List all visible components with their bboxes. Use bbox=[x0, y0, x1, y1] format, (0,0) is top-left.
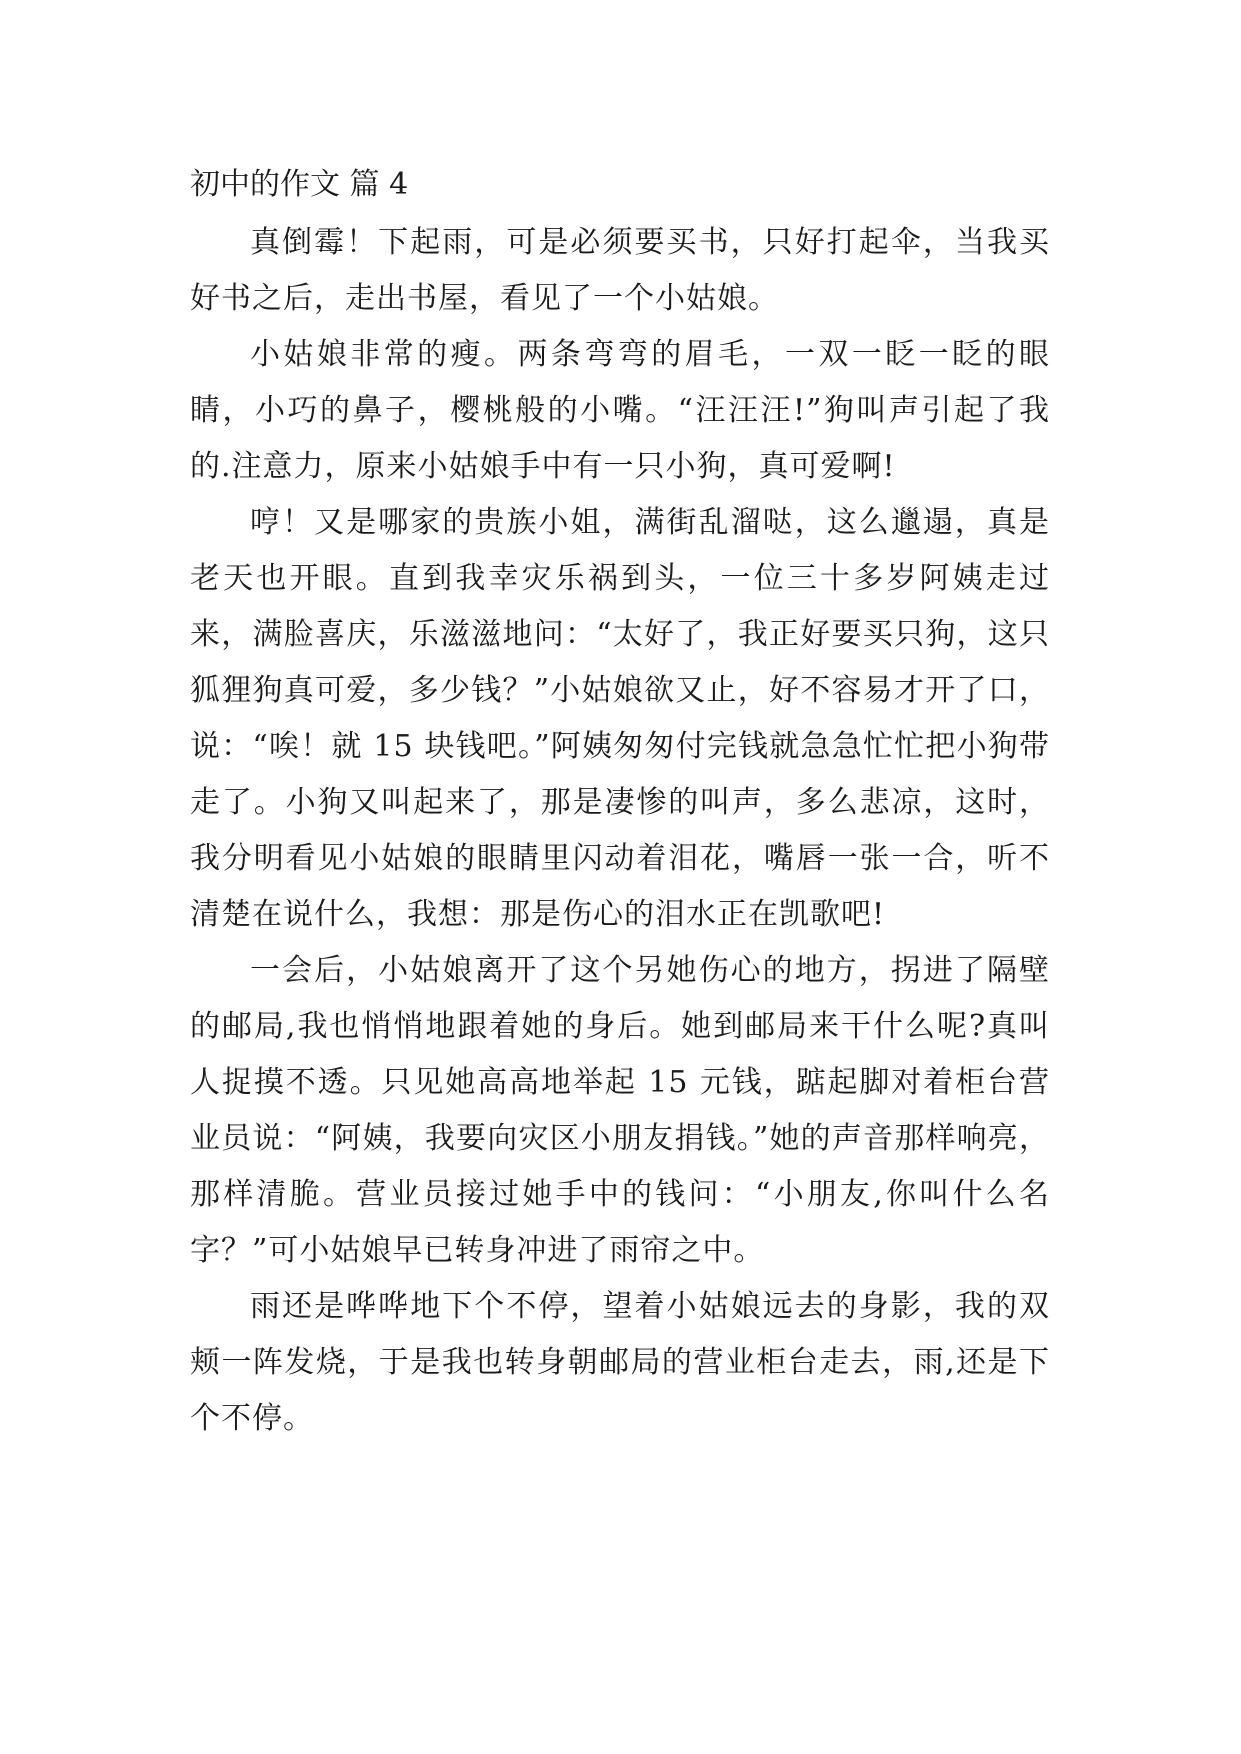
paragraph-1: 真倒霉！下起雨，可是必须要买书，只好打起伞，当我买好书之后，走出书屋，看见了一个小姑娘。 bbox=[190, 225, 1050, 316]
paragraph-3: 哼！又是哪家的贵族小姐，满街乱溜哒，这么邋遢，真是老天也开眼。直到我幸灾乐祸到头，一位三十多岁阿姨走过来，满脸喜庆，乐滋滋地问：“太好了，我正好要买只狗，这只狐狸狗真可爱，多少钱？”小姑娘欲又止，好不容易才开了口，说：“唉！就 15 块钱吧。”阿姨匆匆付完钱就急急忙忙把小狗带走了。小狗又叫起来了，那是凄惨的叫声，多么悲凉，这时，我分明看见小姑娘的眼睛里闪动着泪花，嘴唇一张一合，听不清楚在说什么，我想：那是伤心的泪水正在凯歌吧! bbox=[190, 505, 1050, 932]
paragraph-4: 一会后，小姑娘离开了这个另她伤心的地方，拐进了隔壁的邮局,我也悄悄地跟着她的身后。她到邮局来干什么呢?真叫人捉摸不透。只见她高高地举起 15 元钱，踮起脚对着柜台营业员说：“阿姨，我要向灾区小朋友捐钱。”她的声音那样响亮，那样清脆。营业员接过她手中的钱问：“小朋友,你叫什么名字？”可小姑娘早已转身冲进了雨帘之中。 bbox=[190, 953, 1050, 1268]
paragraph-5: 雨还是哗哗地下个不停，望着小姑娘远去的身影，我的双颊一阵发烧，于是我也转身朝邮局的营业柜台走去，雨,还是下个不停。 bbox=[190, 1289, 1050, 1436]
paragraph-2: 小姑娘非常的瘦。两条弯弯的眉毛，一双一眨一眨的眼睛，小巧的鼻子，樱桃般的小嘴。“汪汪汪!”狗叫声引起了我的.注意力，原来小姑娘手中有一只小狗，真可爱啊! bbox=[190, 337, 1050, 484]
essay-body bbox=[190, 155, 1050, 1447]
essay-title: 初中的作文 篇 4 bbox=[190, 167, 409, 202]
